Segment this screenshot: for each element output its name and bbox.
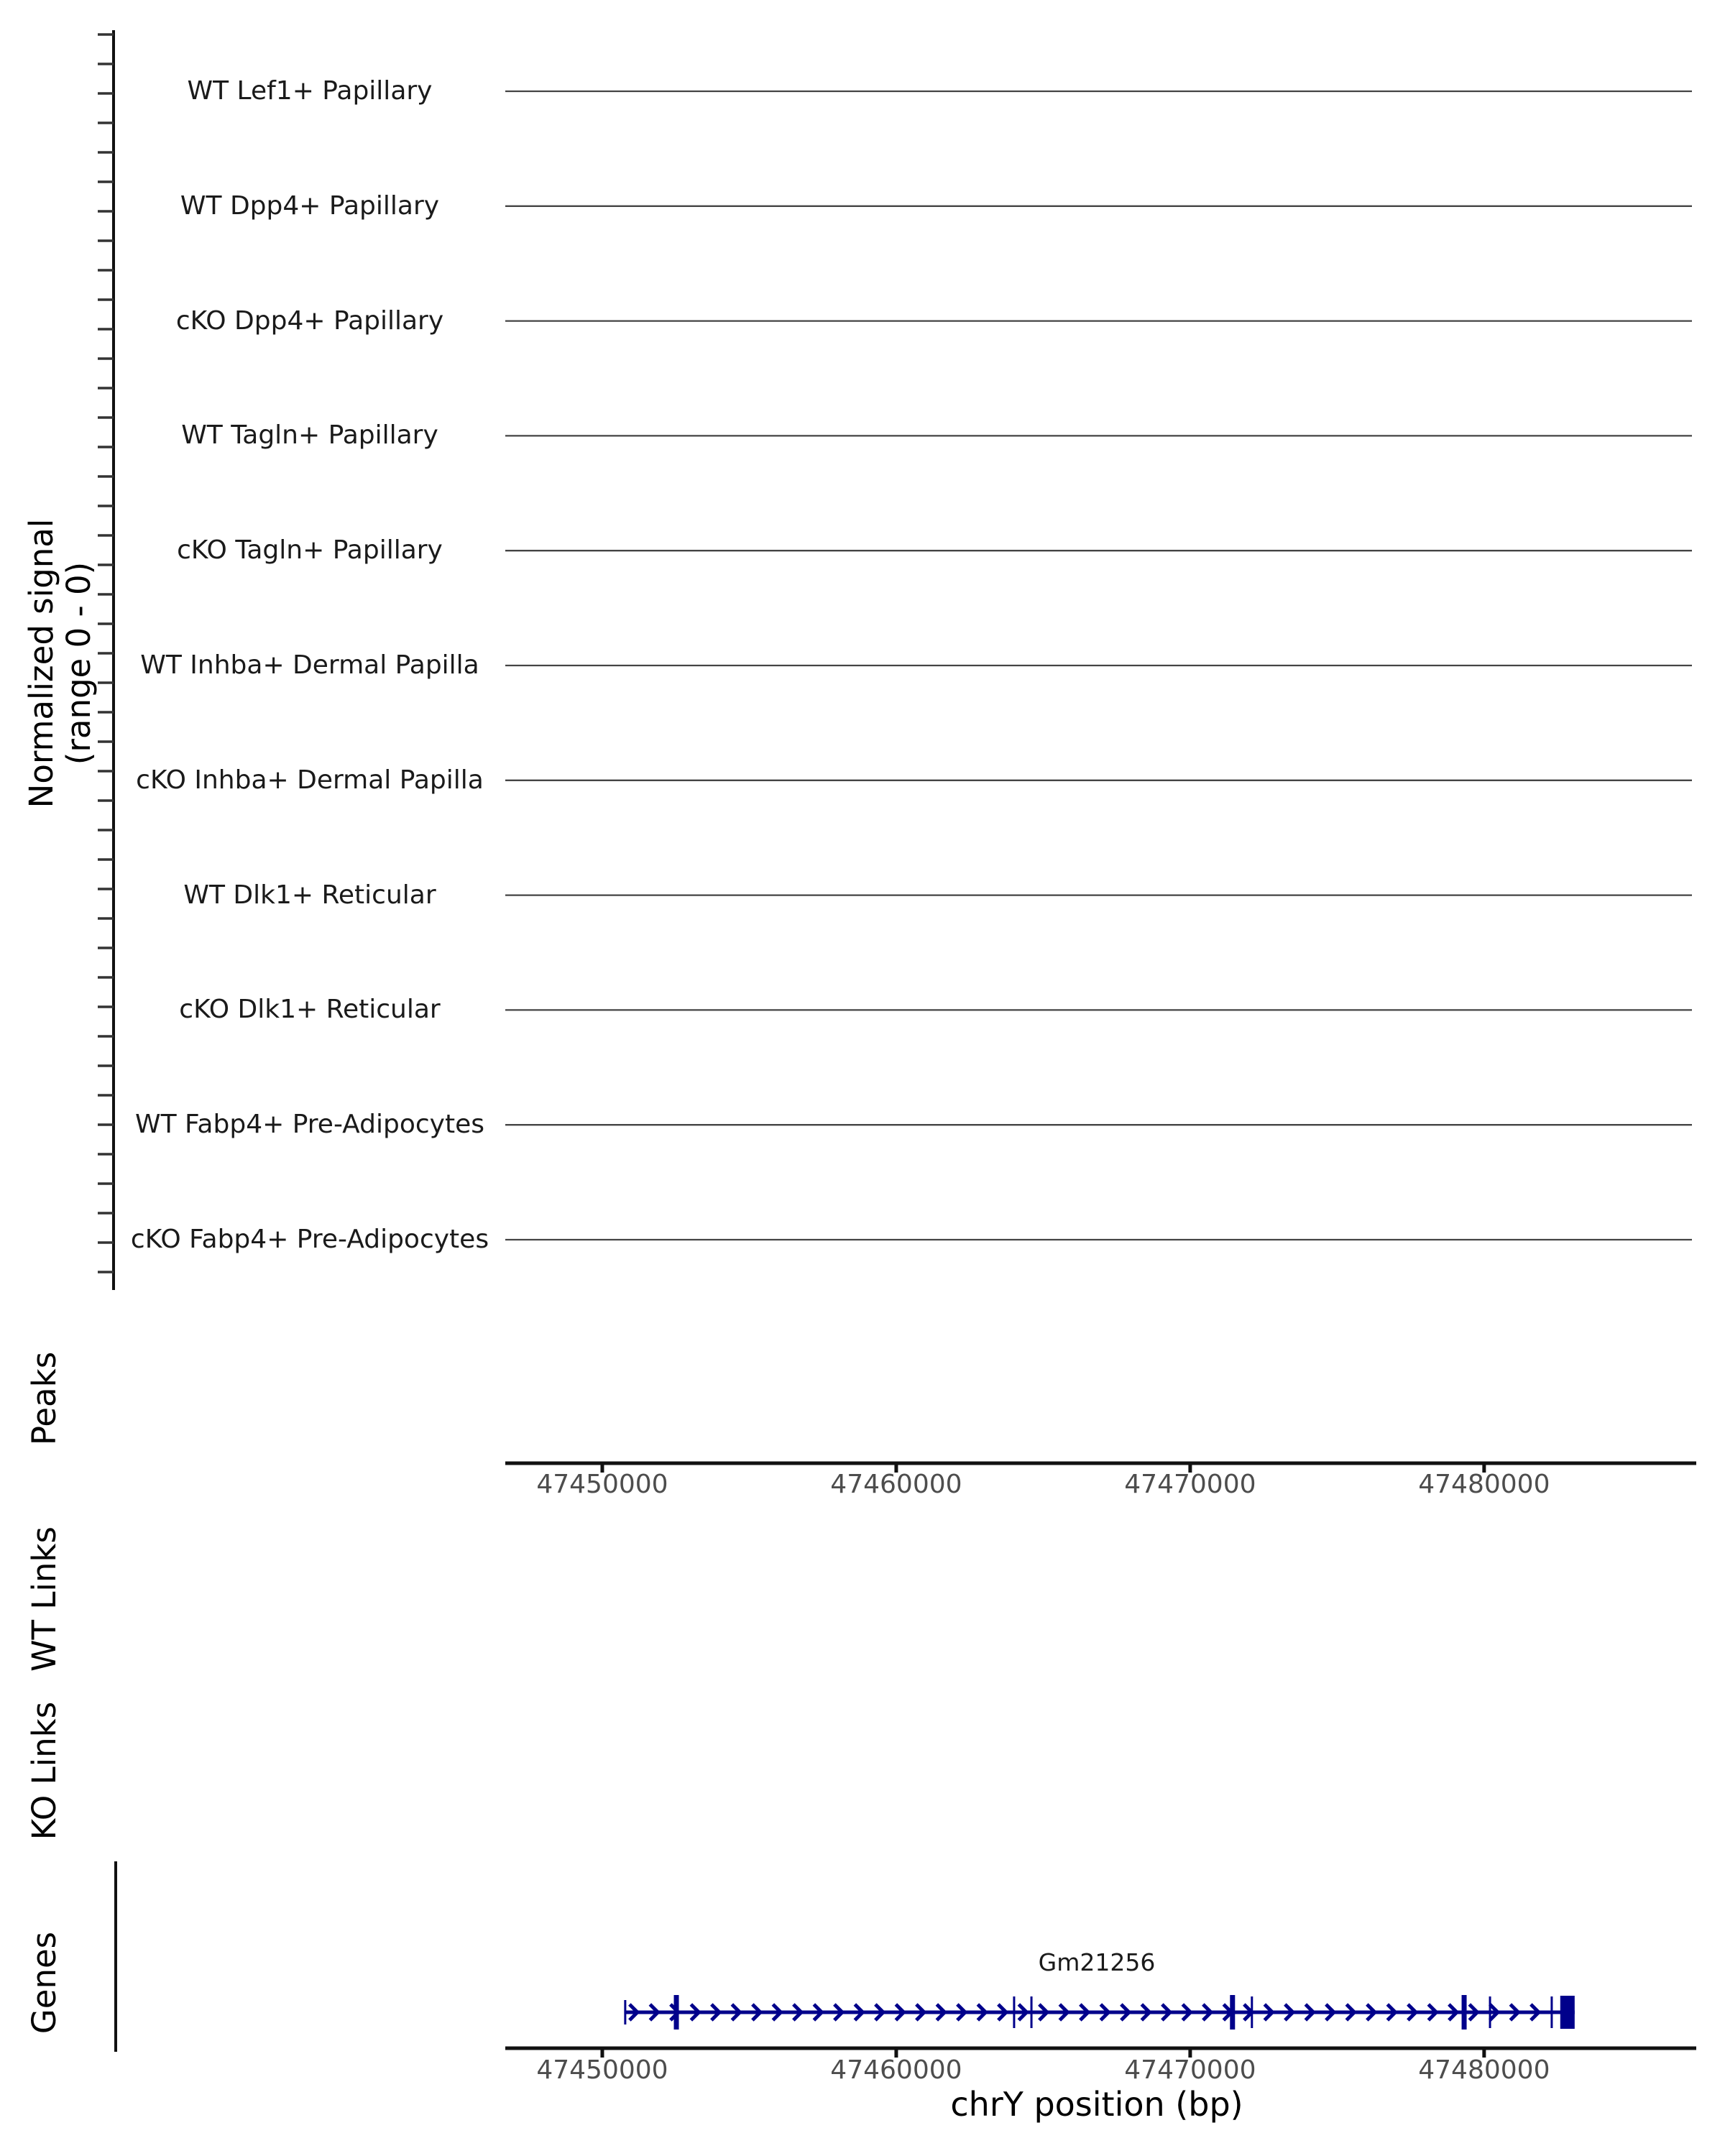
track-label: WT Tagln+ Papillary (181, 420, 438, 451)
peaks-axis-tick-label: 47470000 (1124, 1470, 1256, 1499)
track-label: WT Dpp4+ Papillary (180, 190, 440, 221)
peaks-axis-tick-label: 47460000 (830, 1470, 962, 1499)
peaks-axis-tick-label: 47480000 (1418, 1470, 1550, 1499)
track-label: cKO Dpp4+ Papillary (175, 305, 444, 336)
track-label: WT Inhba+ Dermal Papilla (140, 650, 479, 680)
track-label: cKO Tagln+ Papillary (177, 535, 443, 566)
track-label: WT Fabp4+ Pre-Adipocytes (135, 1110, 484, 1140)
position-axis-tick-label: 47470000 (1124, 2055, 1256, 2085)
x-axis-label: chrY position (bp) (950, 2085, 1243, 2124)
y-axis-label-line2: (range 0 - 0) (60, 561, 98, 765)
y-axis-label-line1: Normalized signal (22, 518, 60, 808)
section-label-peaks: Peaks (25, 1351, 63, 1446)
track-label: WT Lef1+ Papillary (187, 76, 433, 106)
section-label-wt-links: WT Links (25, 1526, 63, 1672)
position-axis-tick-label: 47480000 (1418, 2055, 1550, 2085)
position-axis-tick-label: 47460000 (830, 2055, 962, 2085)
track-label: cKO Dlk1+ Reticular (179, 995, 441, 1025)
track-label: cKO Fabp4+ Pre-Adipocytes (130, 1225, 489, 1254)
peaks-axis-tick-label: 47450000 (536, 1470, 668, 1499)
section-label-ko-links: KO Links (25, 1701, 63, 1841)
position-axis-tick-label: 47450000 (536, 2055, 668, 2085)
track-label: WT Dlk1+ Reticular (183, 880, 436, 910)
track-label: cKO Inhba+ Dermal Papilla (136, 765, 484, 795)
gene-end-exon-block (1560, 1996, 1575, 2029)
gene-name-label: Gm21256 (1038, 1948, 1156, 1976)
section-label-genes: Genes (25, 1931, 63, 2035)
